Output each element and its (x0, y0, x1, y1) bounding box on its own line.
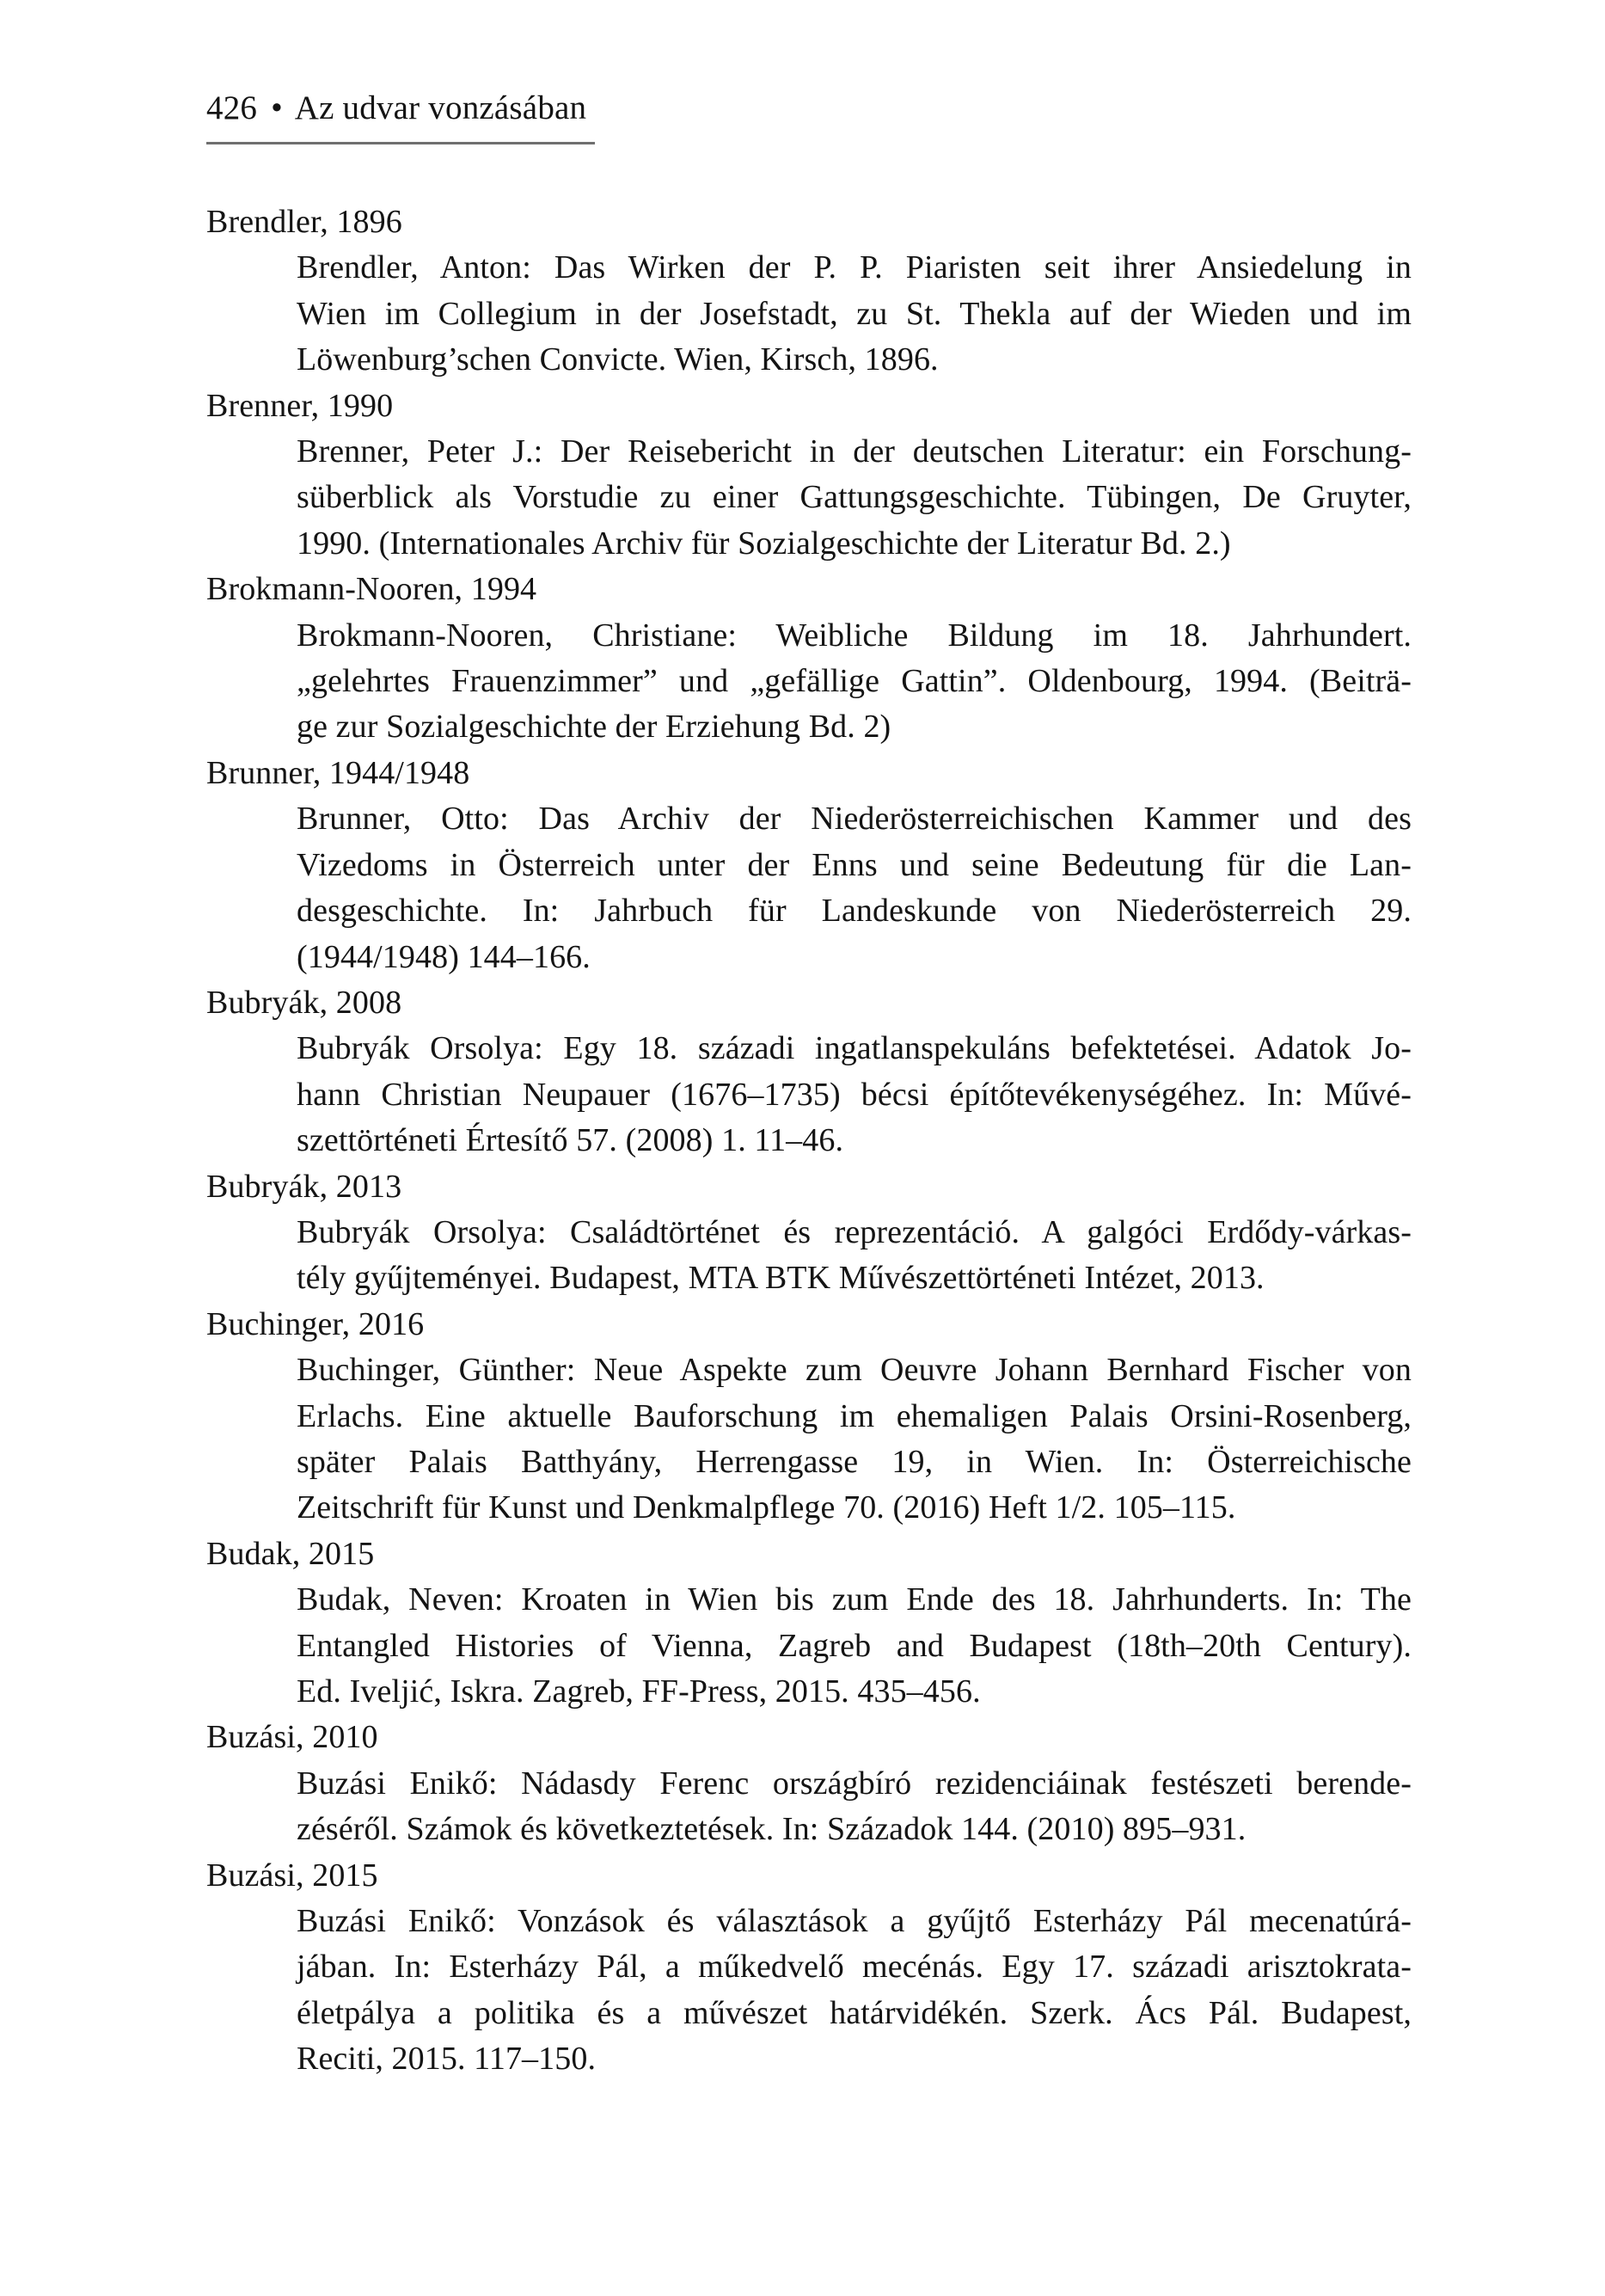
citation-line: Budak, Neven: Kroaten in Wien bis zum Ende des 18. Jahrhunderts. In: The (297, 1581, 1412, 1618)
entry-key: Brokmann-Nooren, 1994 (206, 571, 537, 608)
citation-line: 1990. (Internationales Archiv für Sozialgeschichte der Literatur Bd. 2.) (297, 525, 1231, 562)
citation-line: Reciti, 2015. 117–150. (297, 2041, 597, 2078)
citation-line: Ed. Iveljić, Iskra. Zagreb, FF-Press, 2015. 435–456. (297, 1673, 981, 1710)
entry-citation (297, 796, 1412, 980)
citation-line: Bubryák Orsolya: Egy 18. századi ingatlanspekuláns befektetései. Adatok Jo- (297, 1030, 1412, 1067)
citation-line: Wien im Collegium in der Josefstadt, zu St. Thekla auf der Wieden und im (297, 295, 1412, 332)
citation-line: tély gyűjteményei. Budapest, MTA BTK Művészettörténeti Intézet, 2013. (297, 1260, 1265, 1297)
entry-key: Buzási, 2010 (206, 1719, 378, 1756)
bibliography-list (206, 200, 1412, 2083)
citation-line: Bubryák Orsolya: Családtörténet és reprezentáció. A galgóci Erdődy-várkas- (297, 1213, 1412, 1250)
bibliography-entry (206, 1715, 1412, 1852)
citation-line: zéséről. Számok és következtetések. In: Századok 144. (2010) 895–931. (297, 1811, 1247, 1848)
citation-line: „gelehrtes Frauenzimmer” und „gefällige Gattin”. Oldenbourg, 1994. (Beiträ- (297, 663, 1412, 700)
bibliography-entry (206, 384, 1412, 568)
entry-citation (297, 1210, 1412, 1302)
running-head (206, 86, 586, 131)
citation-line: (1944/1948) 144–166. (297, 938, 591, 975)
entry-citation (297, 429, 1412, 567)
citation-line: szettörténeti Értesítő 57. (2008) 1. 11–46. (297, 1122, 844, 1159)
citation-line: ge zur Sozialgeschichte der Erziehung Bd. 2) (297, 709, 891, 746)
citation-line: Brunner, Otto: Das Archiv der Niederösterreichischen Kammer und des (297, 801, 1412, 838)
entry-key: Buzási, 2015 (206, 1857, 378, 1894)
bibliography-entry (206, 751, 1412, 980)
bibliography-entry (206, 1853, 1412, 2083)
bibliography-entry (206, 1532, 1412, 1716)
bibliography-entry (206, 200, 1412, 384)
entry-key: Bubryák, 2013 (206, 1168, 402, 1205)
entry-key: Brenner, 1990 (206, 387, 394, 424)
citation-line: Vizedoms in Österreich unter der Enns und seine Bedeutung für die Lan- (297, 846, 1412, 883)
entry-key: Budak, 2015 (206, 1535, 375, 1572)
citation-line: Entangled Histories of Vienna, Zagreb and Budapest (18th–20th Century). (297, 1627, 1412, 1664)
entry-citation (297, 1026, 1412, 1163)
citation-line: Zeitschrift für Kunst und Denkmalpflege 70. (2016) Heft 1/2. 105–115. (297, 1489, 1236, 1526)
entry-key: Brendler, 1896 (206, 204, 402, 240)
bibliography-entry (206, 980, 1412, 1164)
citation-line: Erlachs. Eine aktuelle Bauforschung im ehemaligen Palais Orsini-Rosenberg, (297, 1397, 1412, 1434)
citation-line: hann Christian Neupauer (1676–1735) bécsi építőtevékenységéhez. In: Művé- (297, 1076, 1412, 1113)
citation-line: später Palais Batthyány, Herrengasse 19, in Wien. In: Österreichische (297, 1443, 1412, 1480)
page-number: 426 (206, 89, 258, 126)
entry-key: Brunner, 1944/1948 (206, 754, 470, 791)
entry-key: Buchinger, 2016 (206, 1305, 425, 1342)
citation-line: jában. In: Esterházy Pál, a műkedvelő mecénás. Egy 17. századi arisztokrata- (297, 1949, 1412, 1986)
entry-citation (297, 1899, 1412, 2083)
entry-citation (297, 245, 1412, 383)
bibliography-entry (206, 567, 1412, 751)
citation-line: Brenner, Peter J.: Der Reisebericht in der deutschen Literatur: ein Forschung- (297, 433, 1412, 470)
entry-key: Bubryák, 2008 (206, 984, 402, 1021)
entry-citation (297, 1577, 1412, 1715)
bibliography-entry (206, 1164, 1412, 1302)
running-head-title: Az udvar vonzásában (294, 89, 587, 126)
entry-citation (297, 1761, 1412, 1853)
bibliography-entry (206, 1302, 1412, 1532)
citation-line: Buzási Enikő: Vonzások és választások a gyűjtő Esterházy Pál mecenatúrá- (297, 1903, 1412, 1940)
entry-citation (297, 1348, 1412, 1532)
citation-line: Buchinger, Günther: Neue Aspekte zum Oeuvre Johann Bernhard Fischer von (297, 1352, 1412, 1389)
citation-line: süberblick als Vorstudie zu einer Gattungsgeschichte. Tübingen, De Gruyter, (297, 479, 1412, 516)
header-rule (206, 142, 595, 144)
citation-line: Löwenburg’schen Convicte. Wien, Kirsch, 1896. (297, 341, 939, 378)
citation-line: életpálya a politika és a művészet határvidékén. Szerk. Ács Pál. Budapest, (297, 1994, 1412, 2031)
citation-line: Buzási Enikő: Nádasdy Ferenc országbíró rezidenciáinak festészeti berende- (297, 1765, 1412, 1802)
bullet-separator: • (271, 89, 283, 126)
citation-line: Brokmann-Nooren, Christiane: Weibliche Bildung im 18. Jahrhundert. (297, 617, 1412, 654)
citation-line: desgeschichte. In: Jahrbuch für Landeskunde von Niederösterreich 29. (297, 893, 1412, 930)
citation-line: Brendler, Anton: Das Wirken der P. P. Piaristen seit ihrer Ansiedelung in (297, 249, 1412, 286)
entry-citation (297, 613, 1412, 751)
